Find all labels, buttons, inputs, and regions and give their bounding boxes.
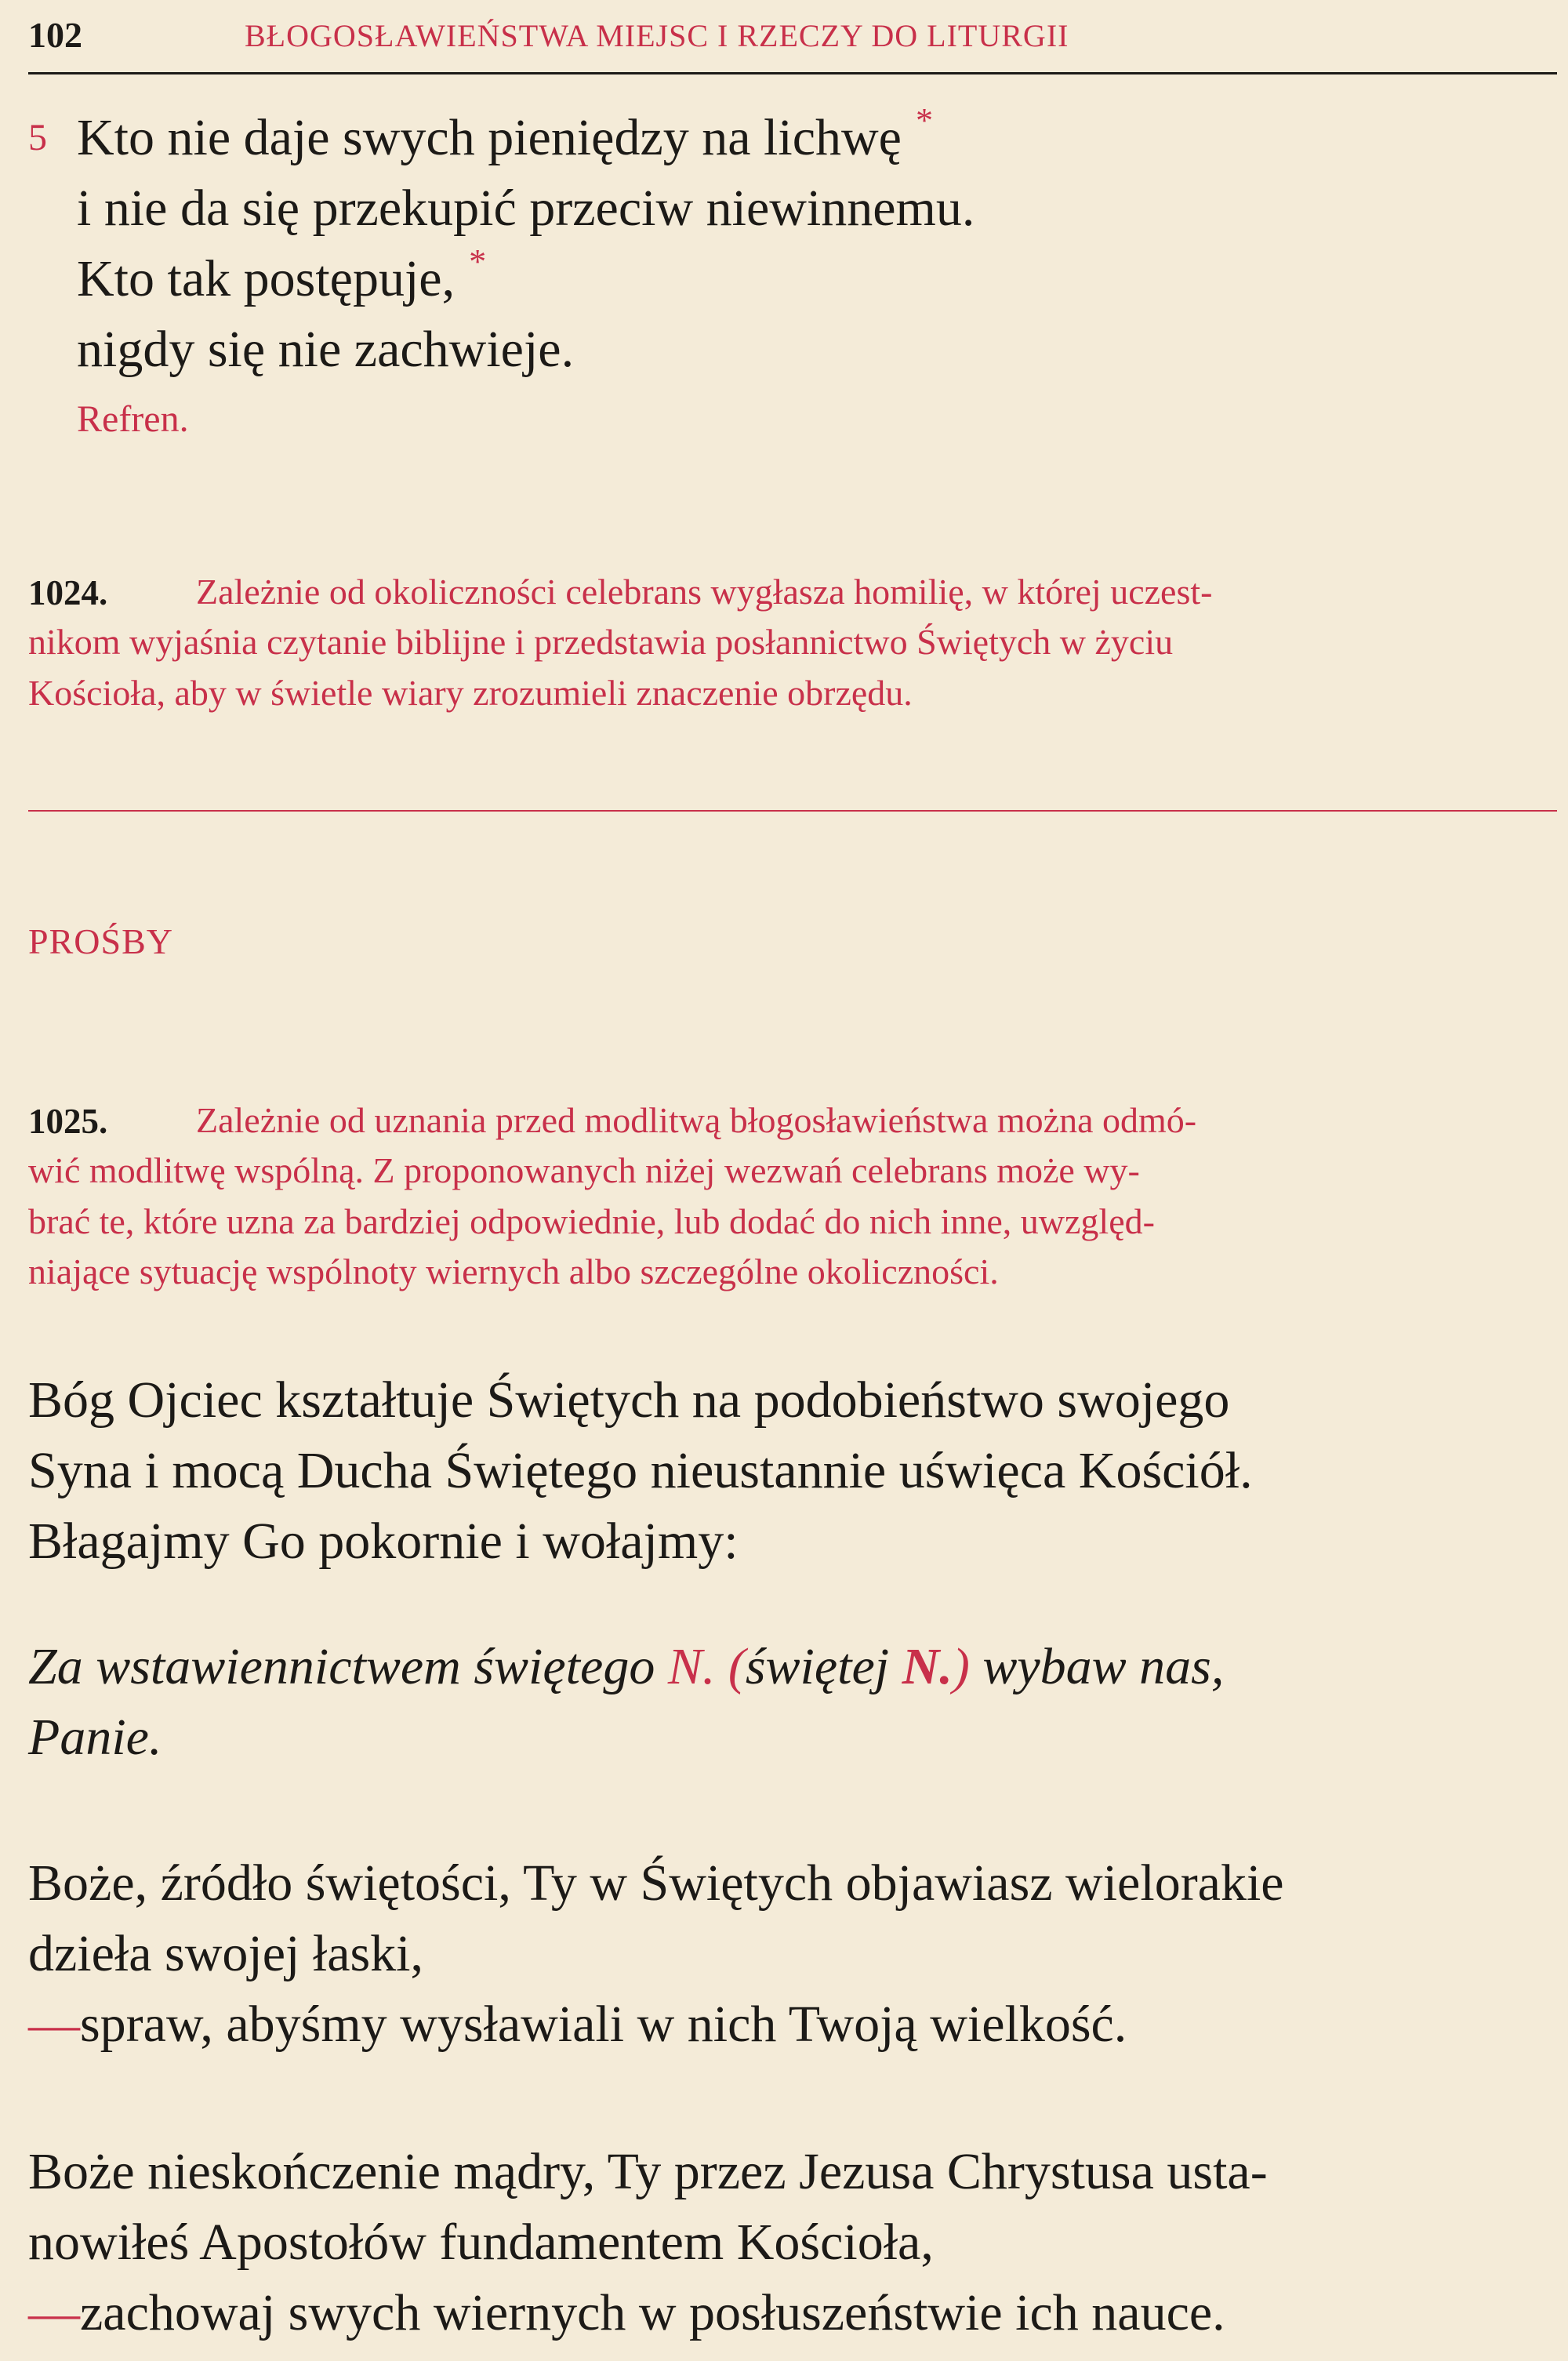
paren-mark: (: [715, 1638, 746, 1695]
rubric-line: Kościoła, aby w świetle wiary zrozumieli znaczenie obrzędu.: [28, 673, 913, 713]
asterisk-mark: *: [469, 242, 487, 281]
rubric-line: Zależnie od okoliczności celebrans wygłasza homilię, w której uczest-: [196, 572, 1213, 612]
verse-number: 5: [28, 117, 47, 158]
response-dash: —: [28, 1996, 80, 2053]
intercession-line: nowiłeś Apostołów fundamentem Kościoła,: [28, 2214, 934, 2271]
rubric-line: brać te, które uzna za bardziej odpowiednie, lub dodać do nich inne, uwzględ-: [28, 1201, 1155, 1241]
intercession-response-text: zachowaj swych wiernych w posłuszeństwie ich nauce.: [80, 2284, 1225, 2341]
intercession-line: Boże nieskończenie mądry, Ty przez Jezusa Chrystusa usta-: [28, 2143, 1268, 2200]
psalm-line: i nie da się przekupić przeciw niewinnemu.: [77, 180, 975, 237]
psalm-line-text: Kto tak postępuje,: [77, 250, 456, 307]
invitation-line: Bóg Ojciec kształtuje Świętych na podobieństwo swojego: [28, 1371, 1230, 1429]
name-placeholder: N.: [902, 1638, 953, 1695]
psalm-line: [77, 242, 487, 309]
rubric-number: 1025.: [28, 1102, 108, 1141]
intercession-response: [28, 2283, 1225, 2343]
refrain-label: Refren.: [77, 398, 189, 440]
rubric-line: Zależnie od uznania przed modlitwą błogosławieństwa można odmó-: [196, 1100, 1197, 1140]
response-line: Panie.: [28, 1709, 162, 1766]
asterisk-mark: *: [915, 101, 933, 140]
intercession-line: dzieła swojej łaski,: [28, 1925, 424, 1982]
psalm-line: nigdy się nie zachwieje.: [77, 321, 575, 378]
rubric-number: 1024.: [28, 573, 108, 612]
intercession-line: Boże, źródło świętości, Ty w Świętych objawiasz wielorakie: [28, 1854, 1284, 1912]
section-title: PROŚBY: [28, 921, 173, 961]
rubric-line: niające sytuację wspólnoty wiernych albo szczególne okoliczności.: [28, 1251, 999, 1291]
response-line: [28, 1637, 1224, 1697]
rubric-line: nikom wyjaśnia czytanie biblijne i przedstawia posłannictwo Świętych w życiu: [28, 622, 1174, 662]
response-text: świętej: [745, 1638, 902, 1695]
intercession-response-text: spraw, abyśmy wysławiali w nich Twoją wielkość.: [80, 1996, 1127, 2053]
header-rule: [28, 72, 1557, 74]
response-text: Za wstawiennictwem świętego: [28, 1638, 668, 1695]
running-head: BŁOGOSŁAWIEŃSTWA MIEJSC I RZECZY DO LITURGII: [245, 18, 1069, 53]
name-placeholder: N.: [667, 1638, 716, 1695]
page-number: 102: [28, 15, 82, 55]
paren-mark: ): [952, 1638, 970, 1695]
response-text: wybaw nas,: [969, 1638, 1225, 1695]
invitation-line: Syna i mocą Ducha Świętego nieustannie uświęca Kościół.: [28, 1442, 1253, 1499]
invitation-line: Błagajmy Go pokornie i wołajmy:: [28, 1513, 739, 1570]
psalm-line-text: Kto nie daje swych pieniędzy na lichwę: [77, 109, 902, 166]
response-dash: —: [28, 2284, 80, 2341]
rubric-line: wić modlitwę wspólną. Z proponowanych niżej wezwań celebrans może wy-: [28, 1150, 1140, 1190]
psalm-line: [77, 101, 933, 168]
section-rule: [28, 810, 1557, 812]
intercession-response: [28, 1995, 1127, 2054]
